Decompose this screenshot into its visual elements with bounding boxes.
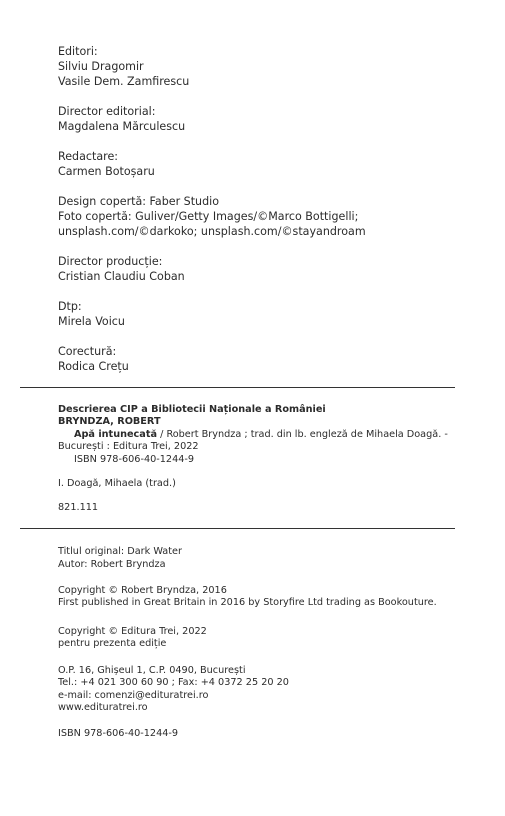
cip-title-rest: / Robert Bryndza ; trad. din lb. engleză de Mihaela Doagă. - <box>157 428 448 440</box>
edition-note: pentru prezenta ediție <box>58 638 167 650</box>
credit-label: Dtp: <box>58 300 82 313</box>
cip-translator: I. Doagă, Mihaela (trad.) <box>58 478 176 490</box>
credit-name: Cristian Claudiu Coban <box>58 270 185 283</box>
credit-label: Corectură: <box>58 345 117 358</box>
cip-section <box>58 404 448 515</box>
cip-isbn: ISBN 978-606-40-1244-9 <box>74 453 195 465</box>
credit-name: Rodica Crețu <box>58 360 129 373</box>
isbn: ISBN 978-606-40-1244-9 <box>58 728 179 740</box>
original-author: Autor: Robert Bryndza <box>58 558 166 570</box>
credit-dtp <box>58 299 366 329</box>
cip-title-line <box>58 429 448 441</box>
credit-editorial-director <box>58 104 366 134</box>
publisher-contact <box>58 665 437 715</box>
cip-classification: 821.111 <box>58 502 99 514</box>
original-info <box>58 546 437 571</box>
copyright-original: Copyright © Robert Bryndza, 2016 <box>58 584 227 596</box>
credit-cover-photo-cont: unsplash.com/©darkoko; unsplash.com/©stayandroam <box>58 225 366 238</box>
cip-author: BRYNDZA, ROBERT <box>58 416 161 428</box>
credit-proofreading <box>58 344 366 374</box>
copyright-edition: Copyright © Editura Trei, 2022 <box>58 625 207 637</box>
divider-bottom <box>20 528 455 529</box>
credit-label: Director producție: <box>58 255 163 268</box>
credit-name: Magdalena Mărculescu <box>58 120 186 133</box>
credit-name: Carmen Botoșaru <box>58 165 155 178</box>
credit-label: Editori: <box>58 45 98 58</box>
credit-production-director <box>58 254 366 284</box>
credit-cover-photo: Foto copertă: Guliver/Getty Images/©Marco Bottigelli; <box>58 210 359 223</box>
rights-section <box>58 546 437 755</box>
cip-title-bold: Apă intunecată <box>74 428 158 440</box>
credit-name: Vasile Dem. Zamfirescu <box>58 75 190 88</box>
credit-editors <box>58 44 366 89</box>
publisher-address: O.P. 16, Ghișeul 1, C.P. 0490, București <box>58 664 246 676</box>
copyright-original-block <box>58 585 437 610</box>
publisher-email: e-mail: comenzi@edituratrei.ro <box>58 689 209 701</box>
copyright-edition-block <box>58 626 437 651</box>
credit-cover-design: Design copertă: Faber Studio <box>58 195 220 208</box>
publisher-website: www.edituratrei.ro <box>58 702 148 714</box>
credits-section <box>58 44 366 389</box>
first-published: First published in Great Britain in 2016 by Storyfire Ltd trading as Bookouture. <box>58 597 437 609</box>
credit-cover <box>58 194 366 239</box>
divider-top <box>20 387 455 388</box>
credit-name: Mirela Voicu <box>58 315 125 328</box>
credit-name: Silviu Dragomir <box>58 60 144 73</box>
cip-imprint: București : Editura Trei, 2022 <box>58 441 199 453</box>
credit-label: Director editorial: <box>58 105 156 118</box>
credit-editing <box>58 149 366 179</box>
publisher-phone: Tel.: +4 021 300 60 90 ; Fax: +4 0372 25 20 20 <box>58 677 289 689</box>
isbn-block <box>58 728 437 741</box>
original-title: Titlul original: Dark Water <box>58 546 182 557</box>
credit-label: Redactare: <box>58 150 119 163</box>
cip-heading: Descrierea CIP a Bibliotecii Naționale a României <box>58 404 326 415</box>
